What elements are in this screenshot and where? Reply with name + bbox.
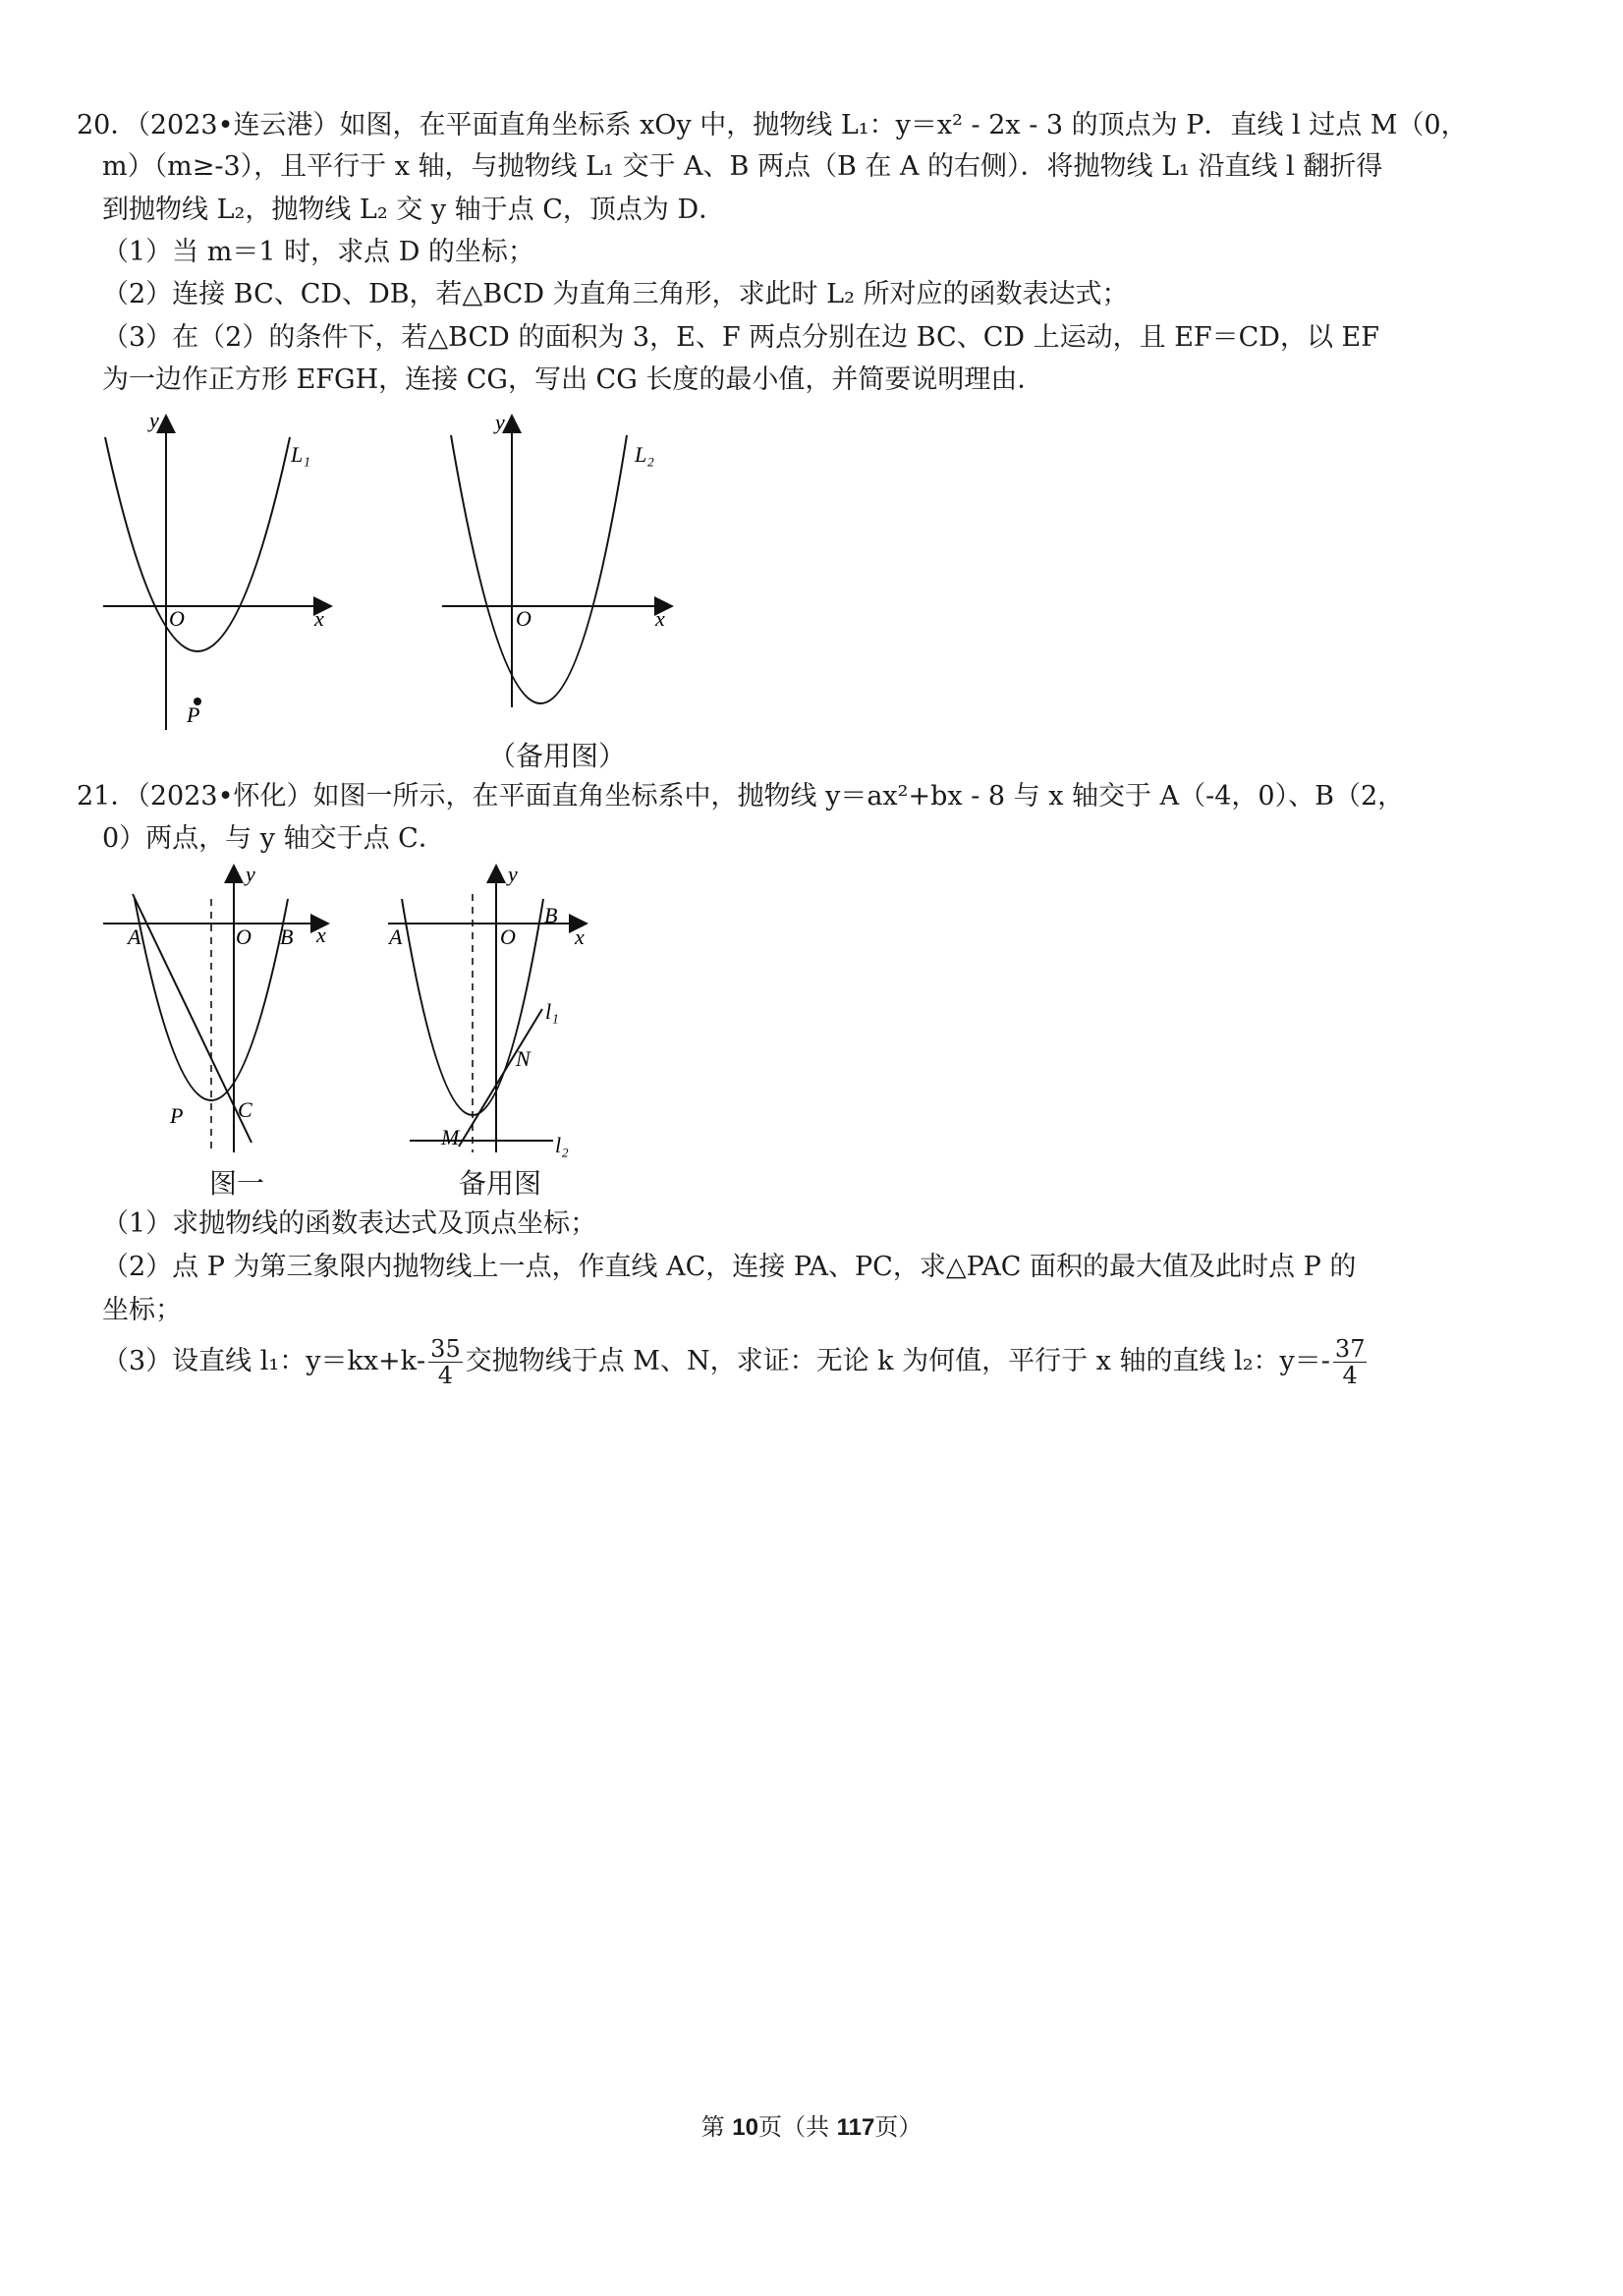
- fraction-numerator: 35: [430, 1335, 461, 1363]
- y-axis-label: y: [495, 410, 505, 434]
- x-axis-label: x: [575, 924, 585, 949]
- q20-part-3-line-1: （3）在（2）的条件下，若△BCD 的面积为 3，E、F 两点分别在边 BC、CD 上运动，且 EF＝CD，以 EF: [102, 322, 1379, 353]
- q20-part-2: （2）连接 BC、CD、DB，若△BCD 为直角三角形，求此时 L₂ 所对应的函数表达式；: [102, 279, 1129, 309]
- q21-part-3: [102, 1332, 1370, 1391]
- x-axis-label: x: [655, 606, 665, 631]
- total-pages: 117: [836, 2114, 875, 2141]
- q21-figure-1: [98, 860, 344, 1159]
- q21-figure-2: [388, 860, 614, 1159]
- q20-part-3-line-2: 为一边作正方形 EFGH，连接 CG，写出 CG 长度的最小值，并简要说明理由．: [102, 364, 1044, 395]
- q21-figure-2-caption: 备用图: [459, 1167, 542, 1200]
- point-b-label: B: [280, 924, 294, 949]
- x-axis-label: x: [316, 923, 326, 947]
- fraction-35-4: [428, 1336, 463, 1388]
- fraction-numerator: 37: [1334, 1335, 1366, 1363]
- line-l1: [459, 1009, 542, 1147]
- origin-label: O: [500, 924, 516, 949]
- curve-label: L₂: [635, 442, 654, 467]
- parabola-l1: [105, 437, 290, 651]
- footer-prefix: 第: [700, 2113, 733, 2141]
- line-l1-label: l₁: [545, 999, 559, 1024]
- footer-suffix: 页）: [874, 2113, 923, 2141]
- point-a-label: A: [128, 924, 141, 949]
- y-axis-label: y: [246, 862, 255, 886]
- point-m-label: M: [441, 1125, 460, 1149]
- point-p-label: P: [170, 1103, 184, 1128]
- q21-figure-1-caption: 图一: [209, 1167, 265, 1200]
- origin-label: O: [516, 606, 532, 631]
- point-a-label: A: [389, 924, 403, 949]
- q20-figure-2: [439, 408, 695, 712]
- q21-stem-line-1: 21．（2023•怀化）如图一所示，在平面直角坐标系中，抛物线 y＝ax²+bx ‑ 8 与 x 轴交于 A（‑4，0）、B（2，: [77, 781, 1405, 812]
- q20-stem-line-2: m）（m≥‑3），且平行于 x 轴，与抛物线 L₁ 交于 A、B 两点（B 在 A 的右侧）．将抛物线 L₁ 沿直线 l 翻折得: [102, 151, 1383, 182]
- page-number: 10: [732, 2114, 758, 2141]
- q21-part-1: （1）求抛物线的函数表达式及顶点坐标；: [102, 1208, 597, 1239]
- q20-figure-2-caption: （备用图）: [488, 740, 627, 772]
- curve-label: L₁: [291, 442, 310, 467]
- point-n-label: N: [516, 1046, 531, 1071]
- q21-part-3-middle: 交抛物线于点 M、N，求证：无论 k 为何值，平行于 x 轴的直线 l₂：y＝‑: [465, 1346, 1330, 1376]
- origin-label: O: [169, 606, 185, 631]
- q20-stem-line-1: 20．（2023•连云港）如图，在平面直角坐标系 xOy 中，抛物线 L₁：y＝x² ‑ 2x ‑ 3 的顶点为 P．直线 l 过点 M（0，: [77, 110, 1468, 140]
- parabola: [402, 899, 543, 1115]
- point-b-label: B: [544, 903, 558, 927]
- q21-part-3-prefix: （3）设直线 l₁：y＝kx+k‑: [102, 1346, 426, 1376]
- fraction-denominator: 4: [437, 1362, 454, 1389]
- parabola-l2: [451, 435, 627, 703]
- q21-part-2-line-1: （2）点 P 为第三象限内抛物线上一点，作直线 AC，连接 PA、PC，求△PAC 面积的最大值及此时点 P 的: [102, 1252, 1357, 1282]
- footer-middle: 页（共: [757, 2113, 837, 2141]
- line-l2-label: l₂: [555, 1133, 569, 1157]
- page-footer: [0, 2107, 1623, 2142]
- x-axis-label: x: [314, 606, 324, 631]
- q20-figure-1: [98, 408, 354, 732]
- y-axis-label: y: [508, 862, 518, 886]
- vertex-label: P: [187, 702, 200, 727]
- y-axis-label: y: [149, 408, 159, 432]
- q20-stem-line-3: 到抛物线 L₂，抛物线 L₂ 交 y 轴于点 C，顶点为 D．: [102, 195, 726, 225]
- fraction-37-4: [1333, 1336, 1368, 1388]
- point-c-label: C: [238, 1097, 252, 1122]
- q20-part-1: （1）当 m＝1 时，求点 D 的坐标；: [102, 237, 534, 267]
- fraction-denominator: 4: [1342, 1362, 1358, 1389]
- q21-part-2-line-2: 坐标；: [102, 1295, 182, 1325]
- origin-label: O: [236, 924, 252, 949]
- q21-stem-line-2: 0）两点，与 y 轴交于点 C．: [102, 823, 445, 854]
